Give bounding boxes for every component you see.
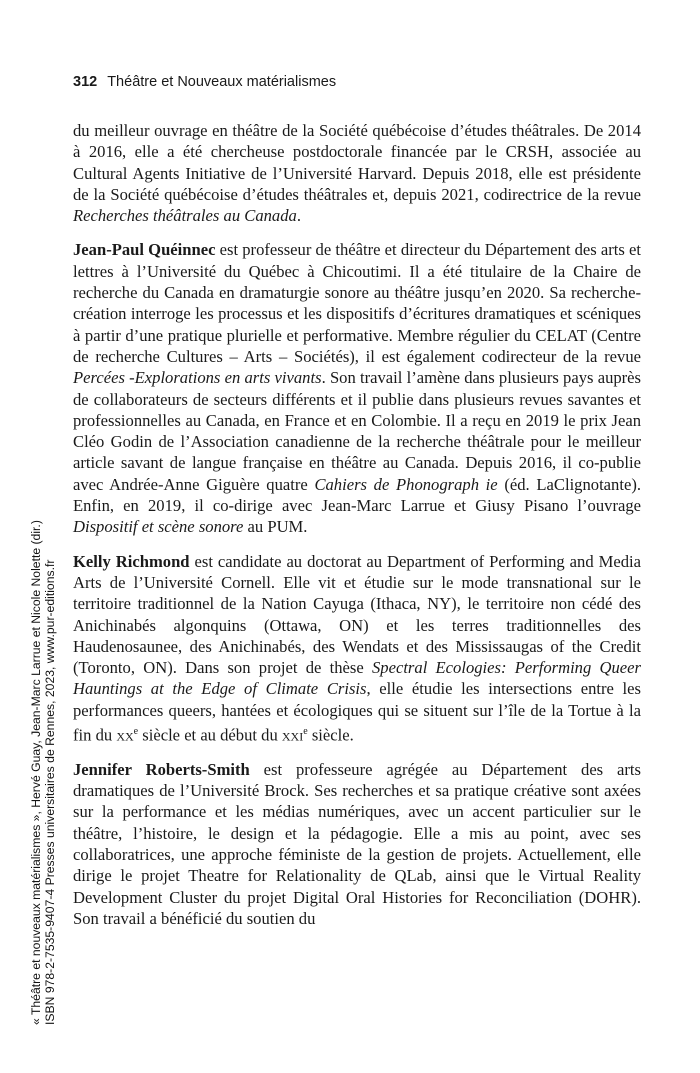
- author-name: Jennifer Roberts-Smith: [73, 759, 250, 779]
- copyright-sidebar: [29, 520, 57, 1025]
- sidebar-line-2: ISBN 978-2-7535-9407-4 Presses universitaires de Rennes, 2023, www.pur-editions.fr: [43, 559, 57, 1025]
- author-name: Kelly Richmond: [73, 551, 190, 571]
- sidebar-line-1: « Théâtre et nouveaux matérialismes », Hervé Guay, Jean-Marc Larrue et Nicole Nolette (dir.): [29, 520, 43, 1025]
- body-text: [73, 120, 641, 942]
- bio-richmond: Kelly Richmond est candidate au doctorat au Department of Performing and Media Arts de l’Université Cornell. Elle vit et étudie sur le mode transnational sur le territoire traditionnel de la Nation Cayuga (Ithaca, NY), le territoire non cédé des Anichinabés algonquins (Ottawa, ON) et les terres traditionnelles des Haudenosaunee, des Anichinabés, des Wendats et des Mississaugas of the Credit (Toronto, ON). Dans son projet de thèse Spectral Ecologies: Performing Queer Hauntings at the Edge of Climate Crisis, elle étudie les intersections entre les performances queers, hantées et écologiques qui se situent sur l’île de la Tortue à la fin du $xx^e$ siècle et au début du xxi$^e$ siècle.: [73, 551, 642, 745]
- bio-roberts-smith: Jennifer Roberts-Smith est professeure agrégée au Département des arts dramatiques de l’Université Brock. Ses recherches et sa pratique créative sont axées sur la performance et les médias numériques, avec un accent particulier sur le théâtre, l’histoire, le design et la pédagogie. Elle a mis au point, avec ses collaboratrices, une approche féministe de la gestion de projets. Actuellement, elle dirige le projet Theatre for Relationality de QLab, ainsi que le Virtual Reality Development Cluster du projet Digital Oral Histories for Reconciliation (DOHR). Son travail a bénéficié du soutien du: [73, 759, 642, 928]
- paragraph-continued: du meilleur ouvrage en théâtre de la Société québécoise d’études théâtrales. De 2014 à 2016, elle a été chercheuse postdoctorale financée par le CRSH, associée au Cultural Agents Initiative de l’Université Harvard. Depuis 2018, elle est présidente de la Société québécoise d’études théâtrales et, depuis 2021, codirectrice de la revue Recherches théâtrales au Canada.: [73, 121, 641, 226]
- author-name: Jean-Paul Quéinnec: [73, 240, 216, 260]
- bio-queinnec: Jean-Paul Quéinnec est professeur de théâtre et directeur du Département des arts et lettres à l’Université du Québec à Chicoutimi. Il a été titulaire de la Chaire de recherche du Canada en dramaturgie sonore au théâtre jusqu’en 2020. Sa recherche-création interroge les processus et les dispositifs d’écritures dramatiques et scéniques à partir d’une pratique plurielle et performative. Membre régulier du CELAT (Centre de recherche Cultures – Arts – Sociétés), il est également codirecteur de la revue Percées -Explorations en arts vivants. Son travail l’amène dans plusieurs pays auprès de collaborateurs de secteurs différents et il publie dans plusieurs revues savantes et professionnelles au Canada, en France et en Colombie. Il a reçu en 2019 le prix Jean Cléo Godin de l’Association canadienne de la recherche théâtrale pour le meilleur article savant de langue française en théâtre au Canada. Depuis 2016, il co-publie avec Andrée-Anne Giguère quatre Cahiers de Phonograph ie (éd. LaClignotante). Enfin, en 2019, il co-dirige avec Jean-Marc Larrue et Giusy Pisano l’ouvrage Dispositif et scène sonore au PUM.: [73, 240, 642, 537]
- page-number: 312: [73, 74, 98, 90]
- running-title: Théâtre et Nouveaux matérialismes: [107, 74, 337, 90]
- running-header: [73, 74, 336, 90]
